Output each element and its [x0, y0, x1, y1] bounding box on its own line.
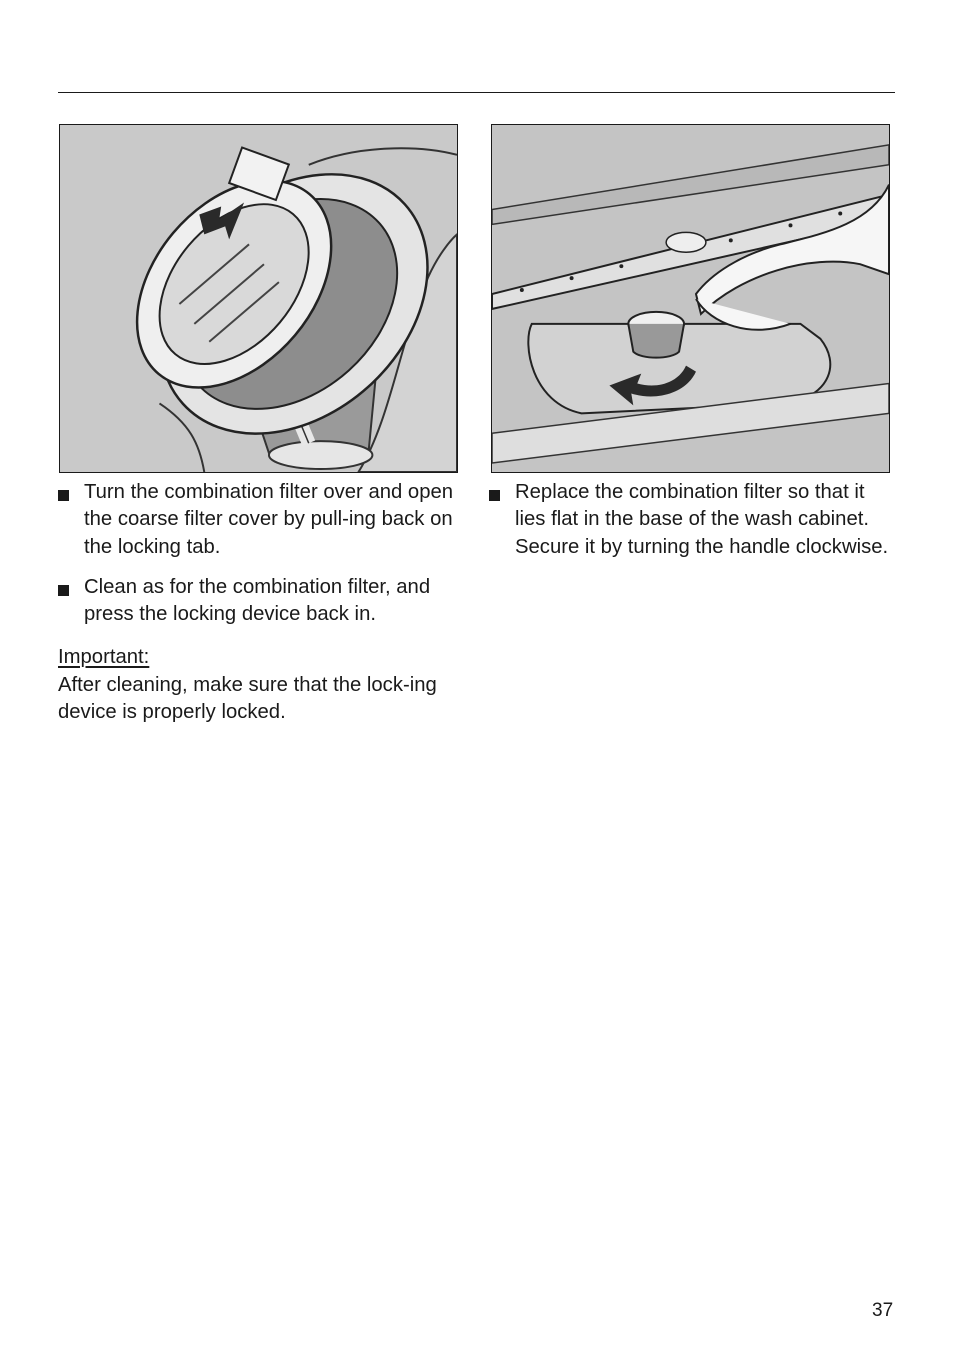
page-number: 37: [872, 1300, 894, 1321]
instruction-text: Clean as for the combination filter, and press the locking device back in.: [84, 575, 431, 626]
instruction-item: [58, 574, 468, 629]
header-rule: [58, 92, 895, 93]
bullet-square-icon: [489, 490, 500, 501]
instruction-item: [58, 479, 468, 561]
bullet-square-icon: [58, 585, 69, 596]
filter-cover-illustration: [59, 124, 458, 473]
important-note: After cleaning, make sure that the lock-ing device is properly locked.: [58, 673, 437, 724]
instruction-item: [489, 479, 895, 561]
right-text-column: [489, 479, 895, 574]
important-label: Important:: [58, 646, 150, 669]
replace-filter-illustration: [491, 124, 890, 473]
left-text-column: [58, 479, 468, 726]
instruction-text: Turn the combination filter over and open the coarse filter cover by pull-ing back on the locking tab.: [84, 481, 454, 558]
instruction-text: Replace the combination filter so that it lies flat in the base of the wash cabinet. Secure it by turning the handle clockwise.: [515, 481, 889, 558]
bullet-square-icon: [58, 490, 69, 501]
